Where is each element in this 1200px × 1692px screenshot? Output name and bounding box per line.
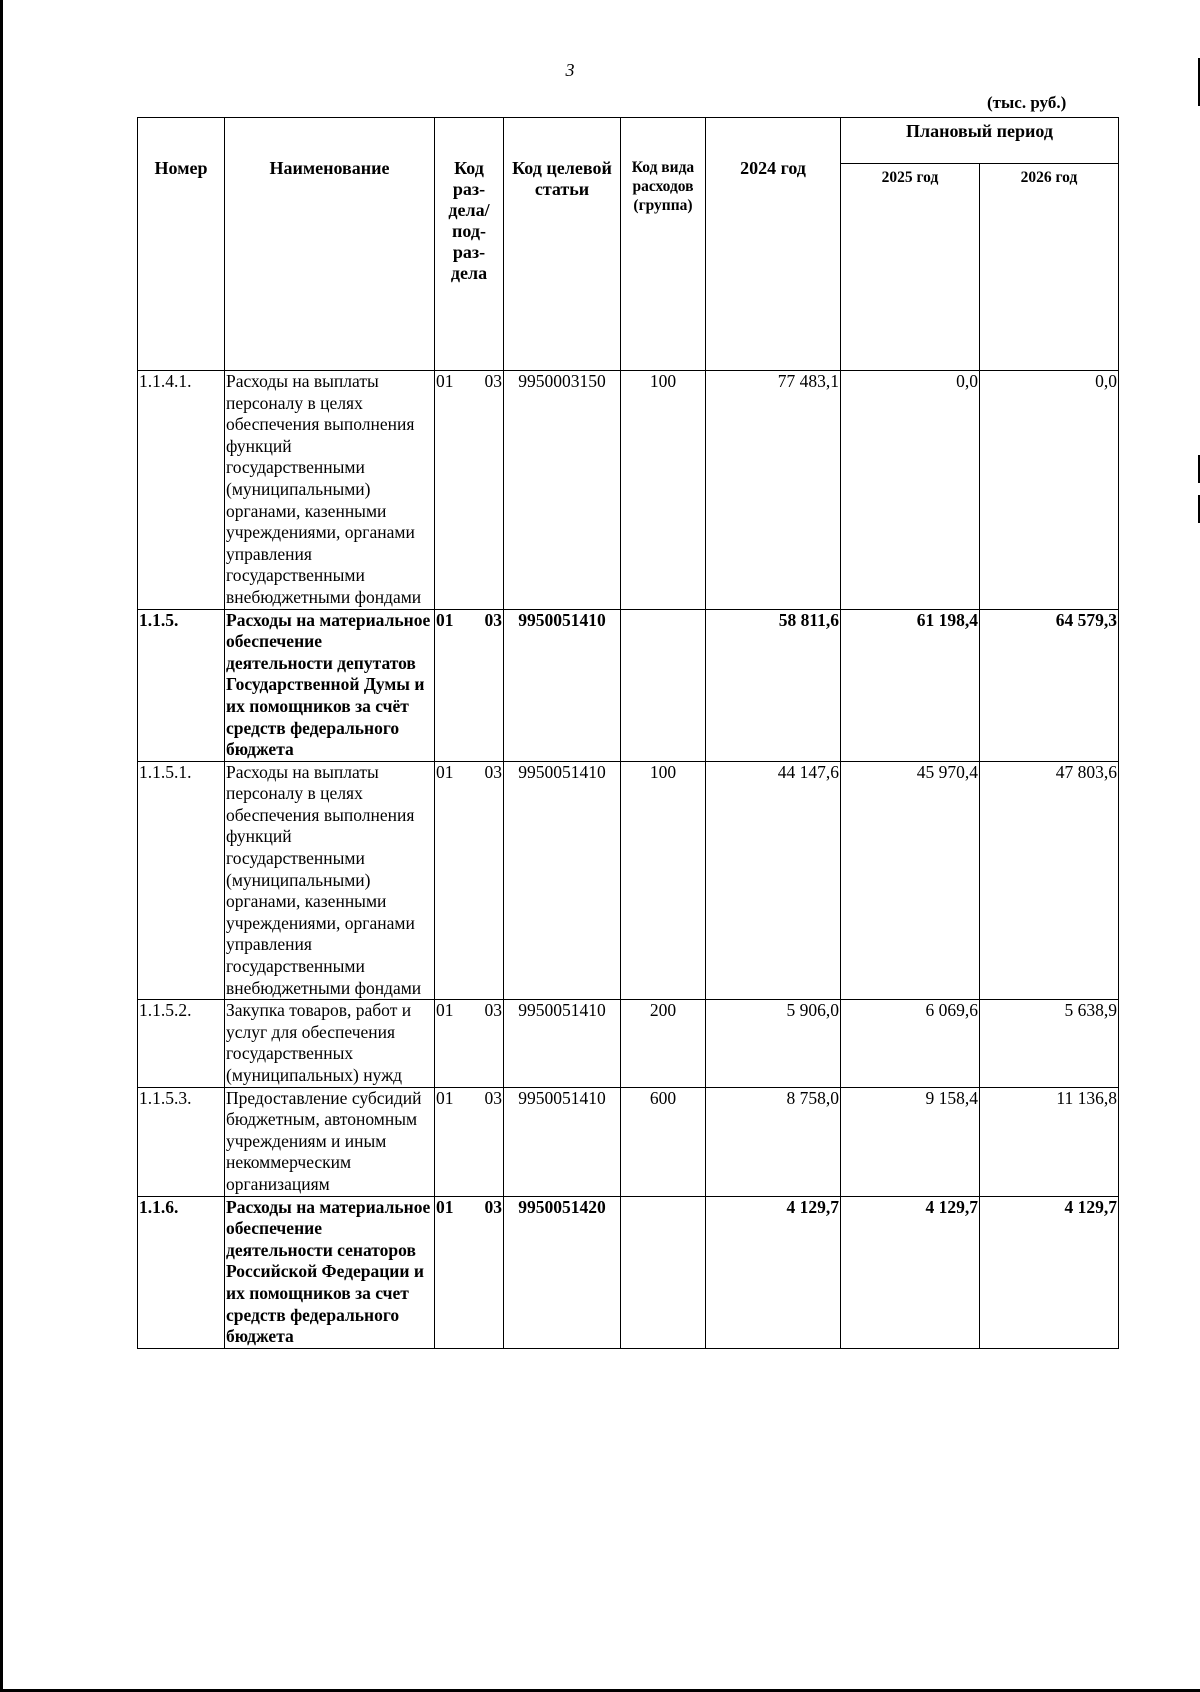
subsection-code: 03: [484, 1087, 502, 1108]
row-value-2025: 45 970,4: [841, 761, 980, 1000]
table-row: [138, 609, 1119, 761]
header-row: [138, 118, 1119, 164]
row-number: 1.1.4.1.: [138, 371, 225, 610]
section-code: 01: [436, 609, 454, 630]
row-value-2025: 9 158,4: [841, 1087, 980, 1196]
row-value-2025: 61 198,4: [841, 609, 980, 761]
row-target-code: 9950051410: [504, 1087, 621, 1196]
col-header-2025: 2025 год: [841, 164, 980, 371]
row-number: 1.1.5.3.: [138, 1087, 225, 1196]
table-row: [138, 1087, 1119, 1196]
row-expense-type: 600: [621, 1087, 706, 1196]
table-body: [138, 371, 1119, 1349]
table-row: [138, 1196, 1119, 1348]
subsection-code: 03: [484, 1000, 502, 1021]
row-name: Предоставление субсидий бюджетным, автономным учреждениям и иным некоммерческим организациям: [225, 1087, 435, 1196]
row-number: 1.1.6.: [138, 1196, 225, 1348]
table-row: [138, 761, 1119, 1000]
row-value-2024: 77 483,1: [706, 371, 841, 610]
scan-left-edge: [0, 0, 3, 1692]
row-value-2026: 4 129,7: [980, 1196, 1119, 1348]
row-target-code: 9950003150: [504, 371, 621, 610]
col-header-2026: 2026 год: [980, 164, 1119, 371]
row-value-2024: 5 906,0: [706, 1000, 841, 1087]
row-name: Расходы на выплаты персоналу в целях обеспечения выполнения функций государственными (муниципальными) органами, казенными учреждениями, органами управления государственными внебюджетными фондами: [225, 761, 435, 1000]
row-value-2024: 4 129,7: [706, 1196, 841, 1348]
col-header-planned-period: Плановый период: [841, 118, 1119, 164]
row-value-2024: 44 147,6: [706, 761, 841, 1000]
section-code: 01: [436, 1196, 454, 1217]
subsection-code: 03: [484, 609, 502, 630]
subsection-code: 03: [484, 761, 502, 782]
subsection-code: 03: [484, 1196, 502, 1217]
row-value-2024: 8 758,0: [706, 1087, 841, 1196]
row-expense-type: [621, 609, 706, 761]
budget-table: [137, 117, 1119, 1349]
row-value-2025: 0,0: [841, 371, 980, 610]
row-section-code: [435, 1087, 504, 1196]
row-name: Закупка товаров, работ и услуг для обеспечения государственных (муниципальных) нужд: [225, 1000, 435, 1087]
row-number: 1.1.5.: [138, 609, 225, 761]
section-code: 01: [436, 1000, 454, 1021]
row-number: 1.1.5.2.: [138, 1000, 225, 1087]
row-section-code: [435, 1000, 504, 1087]
col-header-2024: 2024 год: [706, 118, 841, 371]
col-header-number: Номер: [138, 118, 225, 371]
row-section-code: [435, 371, 504, 610]
col-header-name: Наименование: [225, 118, 435, 371]
section-code: 01: [436, 761, 454, 782]
row-value-2025: 4 129,7: [841, 1196, 980, 1348]
section-code: 01: [436, 1087, 454, 1108]
col-header-expense-type: Код вида расходов (группа): [621, 118, 706, 371]
row-target-code: 9950051410: [504, 761, 621, 1000]
row-section-code: [435, 761, 504, 1000]
row-target-code: 9950051420: [504, 1196, 621, 1348]
row-number: 1.1.5.1.: [138, 761, 225, 1000]
row-value-2026: 11 136,8: [980, 1087, 1119, 1196]
row-value-2025: 6 069,6: [841, 1000, 980, 1087]
table-row: [138, 371, 1119, 610]
col-header-section: Код раз-дела/ под-раз-дела: [435, 118, 504, 371]
units-label: (тыс. руб.): [987, 93, 1067, 112]
table-row: [138, 1000, 1119, 1087]
row-value-2026: 5 638,9: [980, 1000, 1119, 1087]
row-value-2024: 58 811,6: [706, 609, 841, 761]
row-target-code: 9950051410: [504, 609, 621, 761]
row-expense-type: 100: [621, 371, 706, 610]
row-section-code: [435, 609, 504, 761]
row-value-2026: 47 803,6: [980, 761, 1119, 1000]
section-code: 01: [436, 371, 454, 391]
row-name: Расходы на материальное обеспечение деятельности сенаторов Российской Федерации и их помощников за счет средств федерального бюджета: [225, 1196, 435, 1348]
row-name: Расходы на материальное обеспечение деятельности депутатов Государственной Думы и их помощников за счёт средств федерального бюджета: [225, 609, 435, 761]
row-expense-type: [621, 1196, 706, 1348]
row-target-code: 9950051410: [504, 1000, 621, 1087]
row-expense-type: 100: [621, 761, 706, 1000]
col-header-target: Код целевой статьи: [504, 118, 621, 371]
row-value-2026: 0,0: [980, 371, 1119, 610]
row-section-code: [435, 1196, 504, 1348]
row-value-2026: 64 579,3: [980, 609, 1119, 761]
row-name: Расходы на выплаты персоналу в целях обеспечения выполнения функций государственными (муниципальными) органами, казенными учреждениями, органами управления государственными внебюджетными фондами: [225, 371, 435, 610]
page-number: 3: [565, 60, 575, 80]
subsection-code: 03: [484, 371, 502, 391]
row-expense-type: 200: [621, 1000, 706, 1087]
